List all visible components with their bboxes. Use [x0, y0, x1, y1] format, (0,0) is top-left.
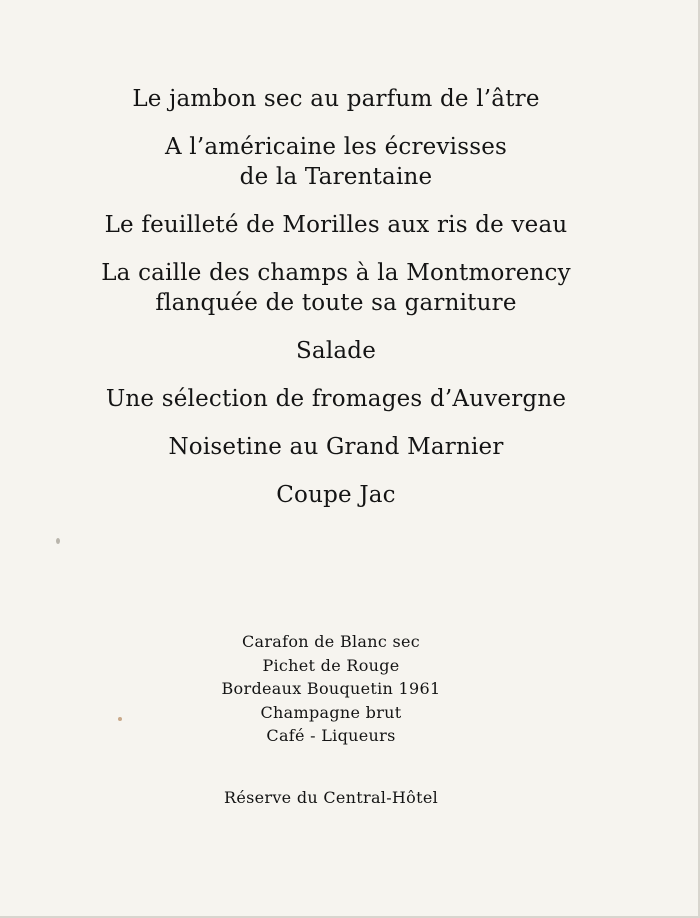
course-item: [0, 132, 672, 192]
course-item: [0, 432, 672, 462]
course-item: [0, 84, 672, 114]
course-line: Une sélection de fromages d’Auvergne: [105, 386, 567, 412]
course-line: Le jambon sec au parfum de l’âtre: [132, 86, 540, 112]
course-list: [0, 84, 672, 528]
wine-item: Pichet de Rouge: [262, 655, 400, 675]
course-item: [0, 258, 672, 318]
course-item: [0, 480, 672, 510]
paper-speck: [118, 717, 122, 721]
reserve-line: Réserve du Central-Hôtel: [223, 788, 439, 807]
wine-item: Bordeaux Bouquetin 1961: [221, 679, 441, 698]
wine-item: Champagne brut: [260, 702, 402, 722]
course-line: Coupe Jac: [276, 482, 396, 508]
course-line: Le feuilleté de Morilles aux ris de veau: [104, 212, 568, 238]
course-item: [0, 336, 672, 366]
course-line: de la Tarentaine: [239, 164, 433, 190]
wine-list: [0, 630, 662, 748]
course-line: Salade: [295, 338, 377, 364]
course-item: [0, 384, 672, 414]
course-line: La caille des champs à la Montmorency: [101, 260, 571, 286]
course-line: A l’américaine les écrevisses: [164, 134, 508, 160]
paper-speck: [56, 538, 60, 544]
course-item: [0, 210, 672, 240]
course-line: flanquée de toute sa garniture: [155, 290, 517, 316]
course-line: Noisetine au Grand Marnier: [168, 434, 504, 460]
wine-item: Café - Liqueurs: [266, 726, 396, 745]
wine-item: Carafon de Blanc sec: [241, 632, 421, 651]
